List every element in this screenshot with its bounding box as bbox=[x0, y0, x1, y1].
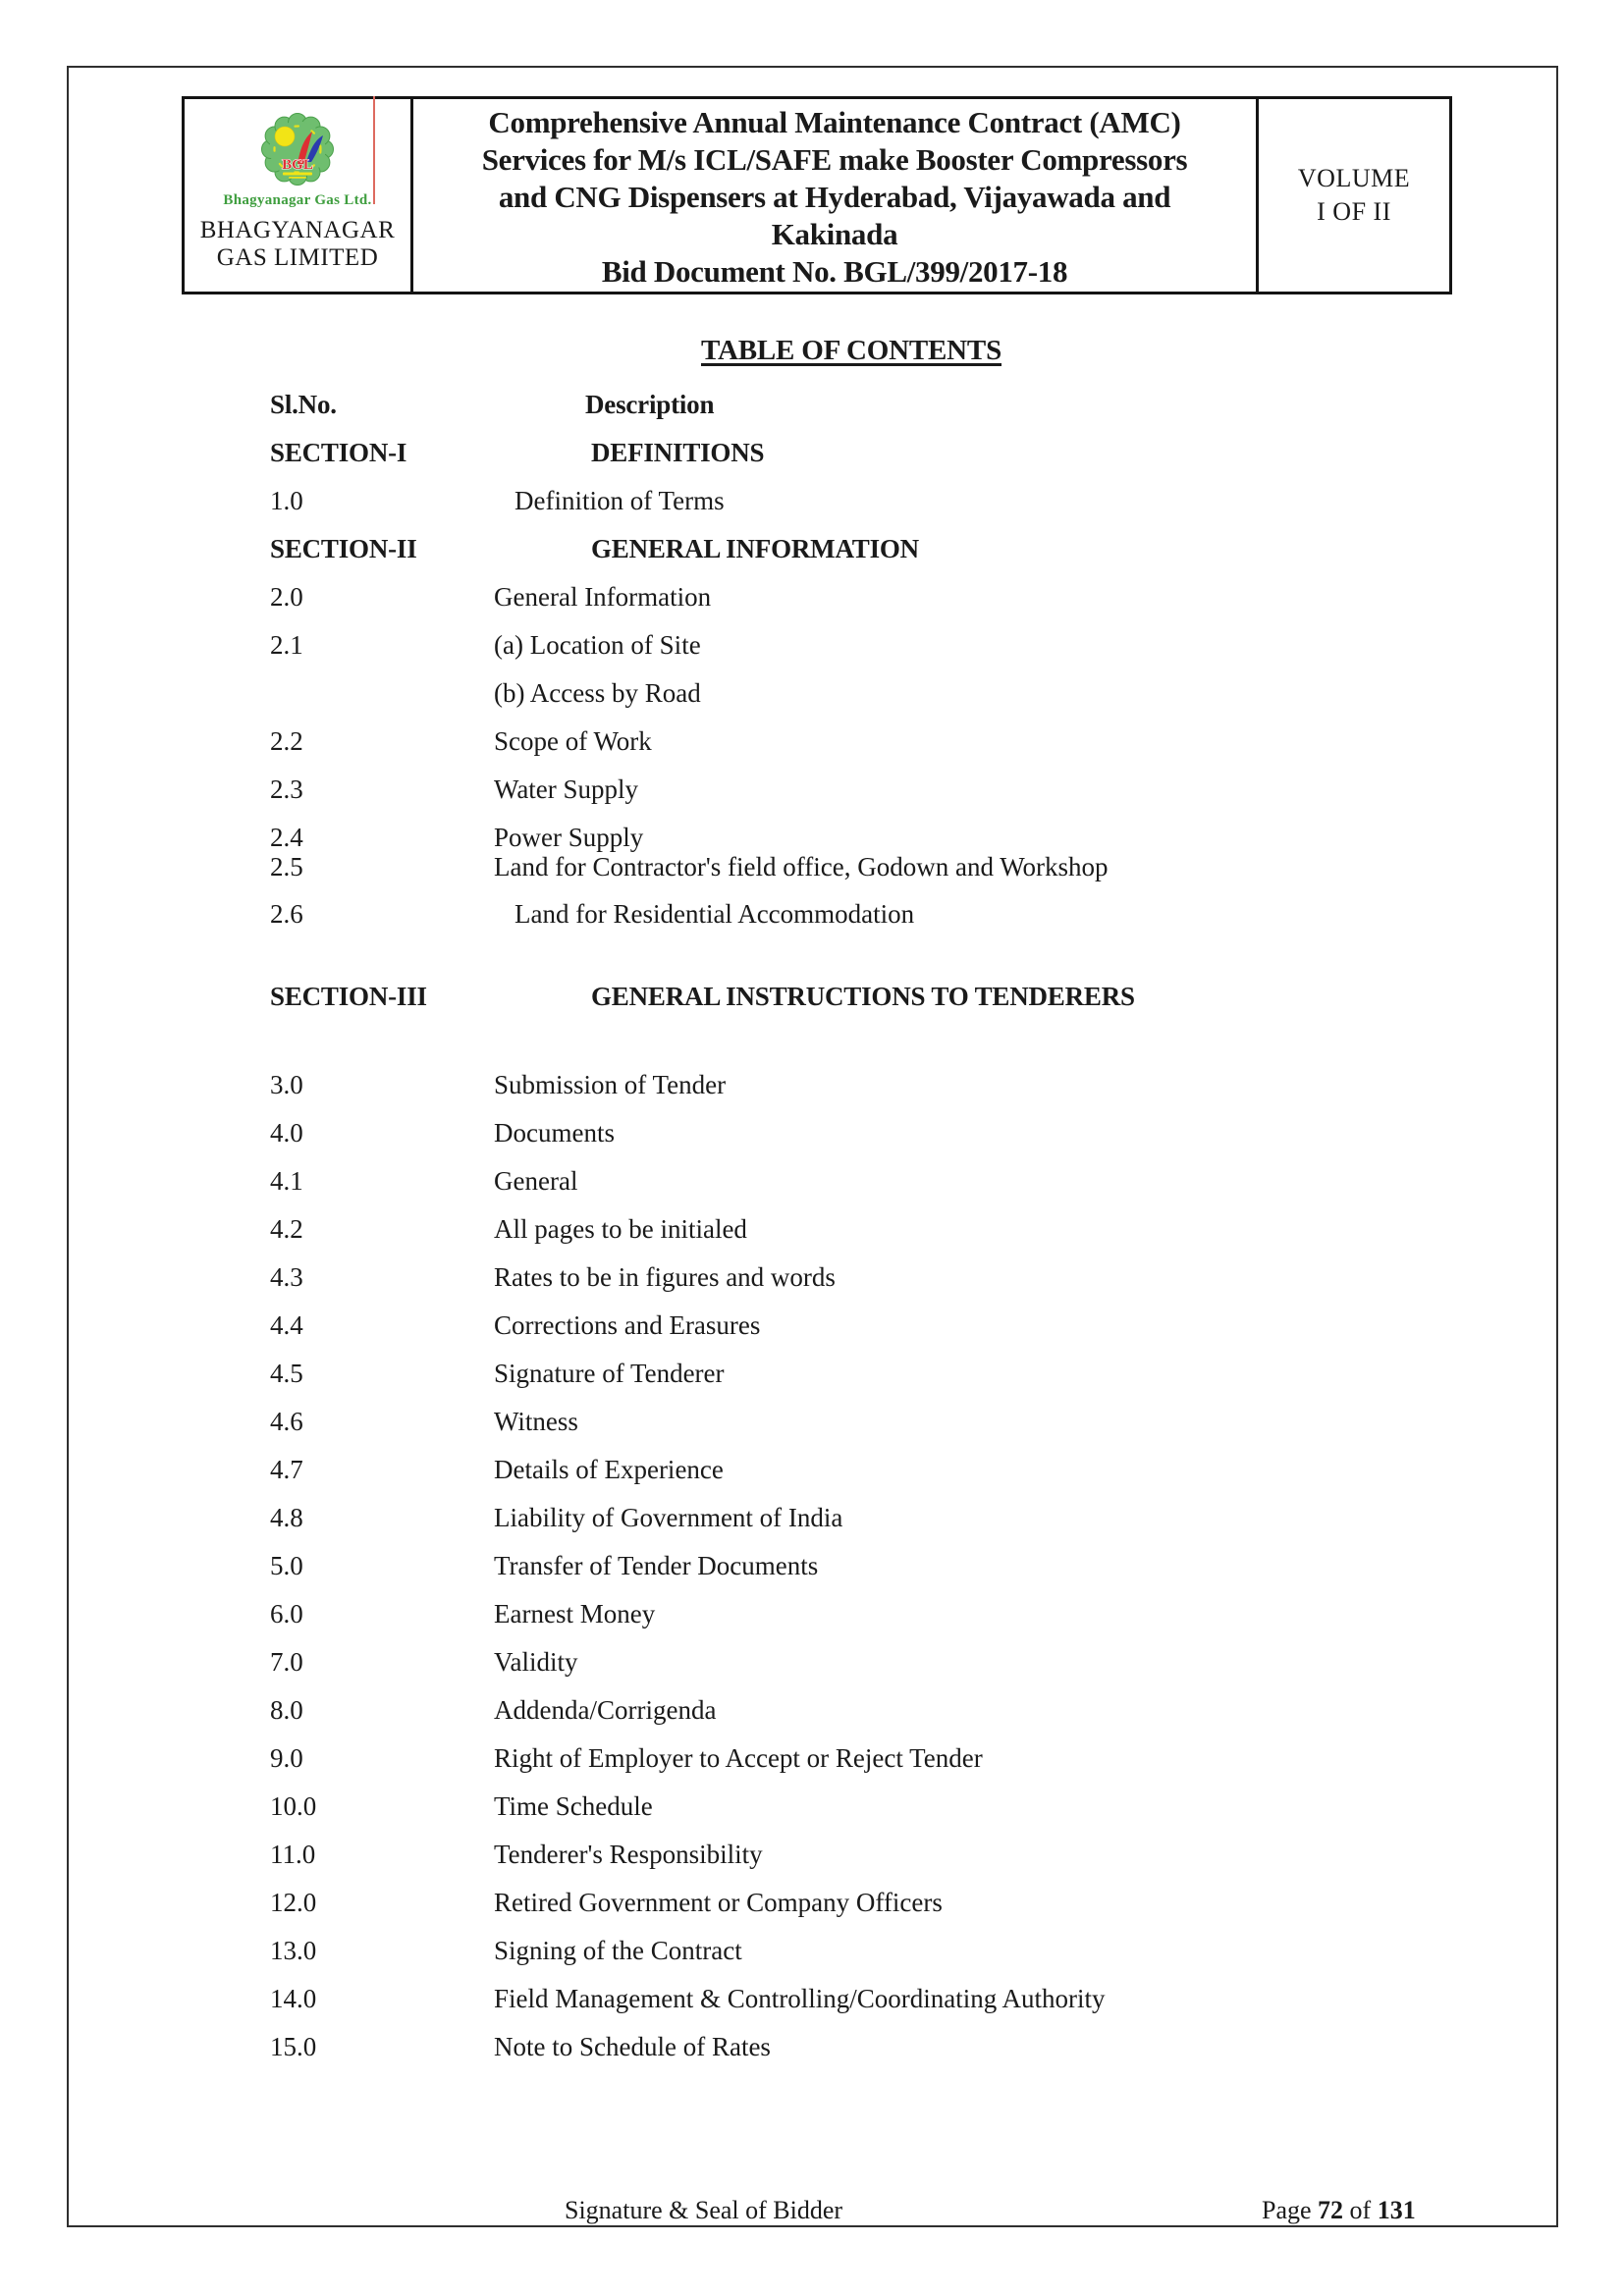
toc-row bbox=[270, 630, 1507, 666]
toc-row bbox=[270, 1214, 1507, 1250]
toc-row-num: 4.5 bbox=[270, 1359, 303, 1388]
toc-row-desc: Land for Contractor's field office, Godown and Workshop bbox=[494, 852, 1109, 881]
toc-row-num: 1.0 bbox=[270, 486, 303, 515]
toc-row bbox=[270, 1455, 1507, 1490]
toc-row bbox=[270, 1888, 1507, 1923]
toc-row-num: 7.0 bbox=[270, 1647, 303, 1677]
toc-row bbox=[270, 1407, 1507, 1442]
toc-row-num: 14.0 bbox=[270, 1984, 317, 2013]
toc-row bbox=[270, 852, 1507, 887]
toc-row-desc: General bbox=[494, 1166, 578, 1196]
toc-row bbox=[270, 1070, 1507, 1105]
toc-row-num: SECTION-II bbox=[270, 534, 417, 563]
logo-sun bbox=[275, 127, 295, 146]
volume-line1: VOLUME bbox=[1297, 164, 1411, 192]
toc-row-num: 4.4 bbox=[270, 1310, 303, 1340]
toc-row-desc: Note to Schedule of Rates bbox=[494, 2032, 771, 2061]
toc-row bbox=[270, 582, 1507, 617]
toc-row bbox=[270, 1984, 1507, 2019]
header-title-lines bbox=[413, 104, 1256, 253]
toc-row bbox=[270, 774, 1507, 810]
toc-row bbox=[270, 390, 1507, 425]
toc-row-num: 6.0 bbox=[270, 1599, 303, 1629]
toc-row-desc: DEFINITIONS bbox=[591, 438, 765, 467]
toc-row-num: 4.3 bbox=[270, 1262, 303, 1292]
toc-row bbox=[270, 1503, 1507, 1538]
toc-row-num: 11.0 bbox=[270, 1840, 316, 1869]
company-name-line2: GAS LIMITED bbox=[216, 244, 379, 271]
toc-row bbox=[270, 438, 1507, 473]
toc-row-desc: Submission of Tender bbox=[494, 1070, 727, 1099]
toc-row-num: SECTION-I bbox=[270, 438, 407, 467]
toc-row-num: 9.0 bbox=[270, 1743, 303, 1773]
toc-row-desc: Rates to be in figures and words bbox=[494, 1262, 836, 1292]
toc-row-desc: Land for Residential Accommodation bbox=[514, 899, 915, 929]
toc-row bbox=[270, 1262, 1507, 1298]
toc-row-desc: Description bbox=[585, 390, 715, 419]
footer-page-prefix: Page bbox=[1262, 2196, 1312, 2224]
logo-subtext: Bhagyanagar Gas Ltd. bbox=[223, 192, 372, 208]
toc-row-desc: GENERAL INFORMATION bbox=[591, 534, 919, 563]
toc-row-desc: Water Supply bbox=[494, 774, 639, 804]
toc-row-desc: General Information bbox=[494, 582, 712, 612]
toc-row-desc: Earnest Money bbox=[494, 1599, 656, 1629]
toc-row bbox=[270, 1599, 1507, 1634]
toc-row-num: 2.0 bbox=[270, 582, 303, 612]
toc-row-desc: Right of Employer to Accept or Reject Tender bbox=[494, 1743, 983, 1773]
toc-heading: TABLE OF CONTENTS bbox=[701, 335, 1001, 366]
toc-row-num: 2.4 bbox=[270, 823, 303, 852]
toc-row-num: 13.0 bbox=[270, 1936, 317, 1965]
toc-row-desc: Validity bbox=[494, 1647, 578, 1677]
toc-row bbox=[270, 534, 1507, 569]
toc-row-desc: Addenda/Corrigenda bbox=[494, 1695, 717, 1725]
toc-row-num: 8.0 bbox=[270, 1695, 303, 1725]
scan-artifact-red-line bbox=[373, 96, 375, 204]
company-name bbox=[185, 217, 410, 272]
volume-cell bbox=[1256, 99, 1449, 292]
toc-row-desc: Signature of Tenderer bbox=[494, 1359, 725, 1388]
toc-row-desc: All pages to be initialed bbox=[494, 1214, 747, 1244]
toc-row-num: 2.1 bbox=[270, 630, 303, 660]
toc-row-desc: Scope of Work bbox=[494, 726, 652, 756]
toc-row-num: Sl.No. bbox=[270, 390, 337, 419]
toc-row bbox=[270, 1118, 1507, 1153]
toc-row bbox=[270, 1840, 1507, 1875]
company-name-line1: BHAGYANAGAR bbox=[199, 217, 396, 243]
toc-row bbox=[270, 982, 1507, 1017]
header-title-line: and CNG Dispensers at Hyderabad, Vijayawada and bbox=[498, 180, 1171, 214]
toc-row-num: SECTION-III bbox=[270, 982, 427, 1011]
header-title-line: Kakinada bbox=[771, 217, 898, 251]
toc-row bbox=[270, 1310, 1507, 1346]
toc-row bbox=[270, 1551, 1507, 1586]
toc-row-desc: Tenderer's Responsibility bbox=[494, 1840, 763, 1869]
toc-row-num: 2.3 bbox=[270, 774, 303, 804]
title-cell bbox=[413, 99, 1256, 292]
footer-page-total: 131 bbox=[1377, 2196, 1416, 2224]
toc-row-num: 5.0 bbox=[270, 1551, 303, 1580]
toc-row-num: 2.2 bbox=[270, 726, 303, 756]
toc-row-desc: Details of Experience bbox=[494, 1455, 724, 1484]
toc-row bbox=[270, 1936, 1507, 1971]
toc-row bbox=[270, 2032, 1507, 2067]
toc-row-num: 12.0 bbox=[270, 1888, 317, 1917]
toc-row-desc: Field Management & Controlling/Coordinating Authority bbox=[494, 1984, 1106, 2013]
toc-row-num: 3.0 bbox=[270, 1070, 303, 1099]
toc-row bbox=[270, 678, 1507, 714]
toc-row-num: 2.6 bbox=[270, 899, 303, 929]
logo-cell bbox=[185, 99, 413, 292]
toc-row-num: 4.7 bbox=[270, 1455, 303, 1484]
toc-row bbox=[270, 726, 1507, 762]
toc-row-desc: Retired Government or Company Officers bbox=[494, 1888, 943, 1917]
toc-row-desc: Signing of the Contract bbox=[494, 1936, 742, 1965]
toc-row bbox=[270, 1695, 1507, 1731]
volume-line2: I OF II bbox=[1317, 197, 1391, 226]
toc-row bbox=[270, 1166, 1507, 1201]
toc-row-desc: Corrections and Erasures bbox=[494, 1310, 761, 1340]
header-title-line: Services for M/s ICL/SAFE make Booster Compressors bbox=[481, 142, 1188, 177]
toc-row-desc: Definition of Terms bbox=[514, 486, 725, 515]
toc-row bbox=[270, 1647, 1507, 1682]
toc-row-desc: GENERAL INSTRUCTIONS TO TENDERERS bbox=[591, 982, 1135, 1011]
toc-row-num: 4.1 bbox=[270, 1166, 303, 1196]
toc-row bbox=[270, 1791, 1507, 1827]
toc-row-num: 4.6 bbox=[270, 1407, 303, 1436]
toc-row-desc: (a) Location of Site bbox=[494, 630, 701, 660]
bid-doc-number: Bid Document No. BGL/399/2017-18 bbox=[601, 254, 1068, 289]
header-title-line: Comprehensive Annual Maintenance Contract (AMC) bbox=[488, 105, 1181, 139]
toc-row-num: 15.0 bbox=[270, 2032, 317, 2061]
toc-row-num: 4.8 bbox=[270, 1503, 303, 1532]
toc-row-num: 4.2 bbox=[270, 1214, 303, 1244]
footer-page-number bbox=[1262, 2196, 1416, 2225]
toc-row-desc: Transfer of Tender Documents bbox=[494, 1551, 819, 1580]
toc-row-desc: Witness bbox=[494, 1407, 578, 1436]
toc-row-desc: Documents bbox=[494, 1118, 615, 1148]
footer-of-word: of bbox=[1349, 2196, 1372, 2224]
toc-row-desc: Power Supply bbox=[494, 823, 644, 852]
bgl-logo-icon bbox=[255, 112, 340, 187]
toc-row-num: 10.0 bbox=[270, 1791, 317, 1821]
footer-page-current: 72 bbox=[1318, 2196, 1344, 2224]
toc-row bbox=[270, 486, 1507, 521]
toc-row-desc: Liability of Government of India bbox=[494, 1503, 843, 1532]
toc-row bbox=[270, 899, 1507, 934]
logo-acronym: BGL bbox=[282, 157, 313, 173]
toc-row bbox=[270, 1743, 1507, 1779]
toc-row bbox=[270, 1359, 1507, 1394]
footer-signature-label: Signature & Seal of Bidder bbox=[565, 2196, 843, 2224]
toc-row-num: 2.5 bbox=[270, 852, 303, 881]
toc-row-num: 4.0 bbox=[270, 1118, 303, 1148]
toc-row-desc: Time Schedule bbox=[494, 1791, 653, 1821]
toc-row-desc: (b) Access by Road bbox=[494, 678, 701, 708]
